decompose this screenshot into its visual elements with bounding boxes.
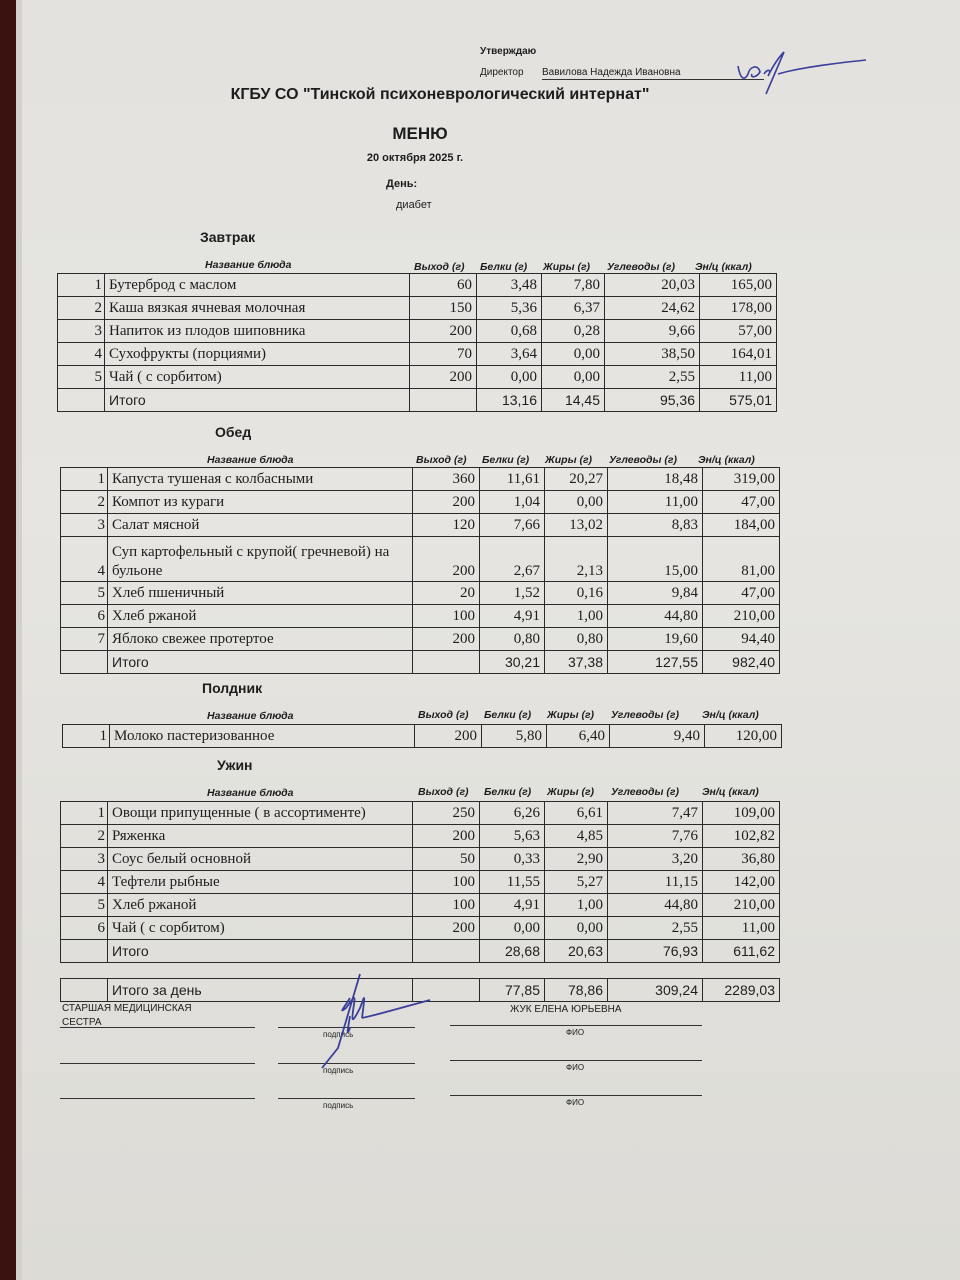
total-label: Итого: [108, 651, 413, 674]
organization-title: КГБУ СО "Тинской психоневрологический интернат": [230, 86, 650, 103]
dish-fat: 0,00: [545, 917, 608, 940]
dish-energy: 47,00: [703, 491, 780, 514]
col-header-carbs: Углеводы (г): [611, 709, 680, 721]
approve-label: Утверждаю: [480, 46, 537, 57]
total-row: [61, 940, 780, 963]
dish-output: 100: [413, 605, 480, 628]
snack-table: [62, 724, 782, 748]
dish-carbs: 44,80: [608, 894, 703, 917]
dish-carbs: 11,15: [608, 871, 703, 894]
fio-line: [450, 1060, 702, 1061]
col-header-name: Название блюда: [207, 710, 294, 722]
col-header-fat: Жиры (г): [543, 261, 591, 273]
col-header-carbs: Углеводы (г): [607, 261, 676, 273]
total-fat: 14,45: [542, 389, 605, 412]
dish-name: Молоко пастеризованное: [110, 725, 415, 748]
table-row: [63, 725, 782, 748]
dish-name: Салат мясной: [108, 514, 413, 537]
dish-name: Хлеб ржаной: [108, 894, 413, 917]
day-total-label: Итого за день: [108, 979, 413, 1002]
dish-name: Ряженка: [108, 825, 413, 848]
dish-output: 200: [413, 825, 480, 848]
table-row: [61, 468, 780, 491]
dish-protein: 6,26: [480, 802, 545, 825]
director-name: Вавилова Надежда Ивановна: [542, 67, 764, 80]
section-title-dinner: Ужин: [217, 757, 253, 773]
table-row: [58, 320, 777, 343]
total-row: [58, 389, 777, 412]
dish-carbs: 3,20: [608, 848, 703, 871]
dish-fat: 2,90: [545, 848, 608, 871]
dish-name: Суп картофельный с крупой( гречневой) на бульоне: [108, 537, 413, 582]
dish-name: Напиток из плодов шиповника: [105, 320, 410, 343]
day-total-fat: 78,86: [545, 979, 608, 1002]
dish-protein: 1,52: [480, 582, 545, 605]
dish-carbs: 8,83: [608, 514, 703, 537]
dish-fat: 0,00: [542, 343, 605, 366]
dish-name: Соус белый основной: [108, 848, 413, 871]
dish-energy: 210,00: [703, 894, 780, 917]
breakfast-table: [57, 273, 777, 412]
dish-carbs: 15,00: [608, 537, 703, 582]
table-row: [61, 871, 780, 894]
nurse-signature-icon: [310, 968, 440, 1078]
dish-fat: 0,80: [545, 628, 608, 651]
fio-line: [450, 1095, 702, 1096]
dish-protein: 5,36: [477, 297, 542, 320]
row-number: 1: [58, 274, 105, 297]
dish-protein: 0,68: [477, 320, 542, 343]
fio-caption: ФИО: [566, 1028, 585, 1037]
dish-protein: 0,80: [480, 628, 545, 651]
dish-energy: 319,00: [703, 468, 780, 491]
col-header-energy: Эн/ц (ккал): [695, 261, 752, 273]
dish-energy: 164,01: [700, 343, 777, 366]
col-header-fat: Жиры (г): [545, 454, 593, 466]
col-header-output: Выход (г): [414, 261, 465, 273]
row-number: 5: [61, 894, 108, 917]
row-number: 1: [63, 725, 110, 748]
dish-output: 20: [413, 582, 480, 605]
dish-output: 200: [410, 366, 477, 389]
dish-protein: 5,63: [480, 825, 545, 848]
position-line: [60, 1027, 255, 1028]
dish-protein: 4,91: [480, 605, 545, 628]
dish-carbs: 20,03: [605, 274, 700, 297]
lunch-table: [60, 467, 780, 674]
dish-fat: 13,02: [545, 514, 608, 537]
signature-caption: подпись: [323, 1066, 354, 1075]
dish-energy: 102,82: [703, 825, 780, 848]
dish-output: 200: [413, 537, 480, 582]
row-number: 3: [61, 514, 108, 537]
row-number: 1: [61, 468, 108, 491]
total-fat: 37,38: [545, 651, 608, 674]
total-carbs: 127,55: [608, 651, 703, 674]
dish-energy: 109,00: [703, 802, 780, 825]
dish-protein: 0,00: [477, 366, 542, 389]
table-row: [58, 297, 777, 320]
menu-title: МЕНЮ: [392, 124, 448, 143]
dish-protein: 3,64: [477, 343, 542, 366]
row-number: 3: [58, 320, 105, 343]
col-header-name: Название блюда: [207, 454, 294, 466]
col-header-output: Выход (г): [416, 454, 467, 466]
dish-carbs: 2,55: [605, 366, 700, 389]
dish-output: 100: [413, 871, 480, 894]
dish-protein: 5,80: [482, 725, 547, 748]
dish-output: 150: [410, 297, 477, 320]
table-row: [61, 605, 780, 628]
dish-name: Каша вязкая ячневая молочная: [105, 297, 410, 320]
row-number: 1: [61, 802, 108, 825]
col-header-protein: Белки (г): [484, 709, 532, 721]
dish-output: 120: [413, 514, 480, 537]
dish-protein: 0,33: [480, 848, 545, 871]
fio-line: [450, 1025, 702, 1026]
table-row: [58, 274, 777, 297]
dish-carbs: 9,66: [605, 320, 700, 343]
director-label: Директор: [480, 67, 524, 78]
dish-output: 50: [413, 848, 480, 871]
fio-caption: ФИО: [566, 1098, 585, 1107]
dish-carbs: 9,40: [610, 725, 705, 748]
position-line: [60, 1063, 255, 1064]
dish-energy: 47,00: [703, 582, 780, 605]
col-header-carbs: Углеводы (г): [609, 454, 678, 466]
dish-protein: 2,67: [480, 537, 545, 582]
dish-energy: 94,40: [703, 628, 780, 651]
row-number: 6: [61, 605, 108, 628]
dish-name: Чай ( с сорбитом): [105, 366, 410, 389]
dish-output: 200: [413, 628, 480, 651]
signer-name: ЖУК ЕЛЕНА ЮРЬЕВНА: [510, 1004, 622, 1015]
dish-fat: 2,13: [545, 537, 608, 582]
col-header-protein: Белки (г): [484, 786, 532, 798]
dish-output: 200: [413, 491, 480, 514]
dish-output: 200: [410, 320, 477, 343]
dish-output: 60: [410, 274, 477, 297]
total-fat: 20,63: [545, 940, 608, 963]
menu-date: 20 октября 2025 г.: [366, 152, 464, 164]
dish-protein: 11,61: [480, 468, 545, 491]
dish-name: Тефтели рыбные: [108, 871, 413, 894]
dish-carbs: 24,62: [605, 297, 700, 320]
dish-fat: 6,40: [547, 725, 610, 748]
day-total-energy: 2289,03: [703, 979, 780, 1002]
position-label: СТАРШАЯ МЕДИЦИНСКАЯ СЕСТРА: [62, 1003, 192, 1028]
section-title-lunch: Обед: [215, 424, 252, 440]
total-protein: 13,16: [477, 389, 542, 412]
dish-name: Чай ( с сорбитом): [108, 917, 413, 940]
dish-output: 100: [413, 894, 480, 917]
dish-output: 360: [413, 468, 480, 491]
col-header-fat: Жиры (г): [547, 709, 595, 721]
dish-fat: 1,00: [545, 894, 608, 917]
table-row: [61, 514, 780, 537]
col-header-energy: Эн/ц (ккал): [702, 786, 759, 798]
table-row: [61, 802, 780, 825]
total-label: Итого: [108, 940, 413, 963]
dish-name: Хлеб пшеничный: [108, 582, 413, 605]
dish-fat: 0,00: [542, 366, 605, 389]
row-number: 4: [61, 537, 108, 582]
row-number: 4: [61, 871, 108, 894]
dish-name: Овощи припущенные ( в ассортименте): [108, 802, 413, 825]
row-number: 2: [61, 825, 108, 848]
dish-energy: 81,00: [703, 537, 780, 582]
total-energy: 982,40: [703, 651, 780, 674]
dish-fat: 0,00: [545, 491, 608, 514]
table-row: [61, 628, 780, 651]
table-row: [61, 917, 780, 940]
dish-protein: 0,00: [480, 917, 545, 940]
dish-protein: 1,04: [480, 491, 545, 514]
total-energy: 611,62: [703, 940, 780, 963]
dish-energy: 165,00: [700, 274, 777, 297]
total-energy: 575,01: [700, 389, 777, 412]
table-row: [61, 491, 780, 514]
table-row: [61, 582, 780, 605]
col-header-energy: Эн/ц (ккал): [702, 709, 759, 721]
signature-caption: подпись: [323, 1101, 354, 1110]
dish-energy: 210,00: [703, 605, 780, 628]
dish-carbs: 7,76: [608, 825, 703, 848]
dish-fat: 1,00: [545, 605, 608, 628]
dish-name: Хлеб ржаной: [108, 605, 413, 628]
dish-protein: 3,48: [477, 274, 542, 297]
col-header-protein: Белки (г): [480, 261, 528, 273]
row-number: 7: [61, 628, 108, 651]
day-value: диабет: [396, 199, 432, 211]
total-protein: 28,68: [480, 940, 545, 963]
dish-protein: 7,66: [480, 514, 545, 537]
section-title-breakfast: Завтрак: [200, 229, 256, 245]
row-number: 4: [58, 343, 105, 366]
row-number: 3: [61, 848, 108, 871]
dish-fat: 6,61: [545, 802, 608, 825]
dish-energy: 11,00: [700, 366, 777, 389]
row-number: 2: [58, 297, 105, 320]
signature-line: [278, 1098, 415, 1099]
dish-carbs: 18,48: [608, 468, 703, 491]
dish-fat: 6,37: [542, 297, 605, 320]
dish-energy: 142,00: [703, 871, 780, 894]
dish-output: 200: [413, 917, 480, 940]
table-row: [58, 366, 777, 389]
row-number: 2: [61, 491, 108, 514]
dish-name: Яблоко свежее протертое: [108, 628, 413, 651]
dish-energy: 178,00: [700, 297, 777, 320]
table-row: [61, 894, 780, 917]
table-row: [61, 848, 780, 871]
dish-fat: 0,28: [542, 320, 605, 343]
dish-energy: 11,00: [703, 917, 780, 940]
dish-energy: 184,00: [703, 514, 780, 537]
col-header-output: Выход (г): [418, 709, 469, 721]
fio-caption: ФИО: [566, 1063, 585, 1072]
dish-name: Сухофрукты (порциями): [105, 343, 410, 366]
col-header-output: Выход (г): [418, 786, 469, 798]
dish-energy: 57,00: [700, 320, 777, 343]
row-number: 5: [61, 582, 108, 605]
col-header-fat: Жиры (г): [547, 786, 595, 798]
total-carbs: 95,36: [605, 389, 700, 412]
col-header-name: Название блюда: [207, 787, 294, 799]
dish-fat: 20,27: [545, 468, 608, 491]
dish-carbs: 38,50: [605, 343, 700, 366]
dish-carbs: 44,80: [608, 605, 703, 628]
dinner-table: [60, 801, 780, 963]
dish-name: Капуста тушеная с колбасными: [108, 468, 413, 491]
day-total-protein: 77,85: [480, 979, 545, 1002]
dish-output: 250: [413, 802, 480, 825]
dish-carbs: 11,00: [608, 491, 703, 514]
day-label: День:: [386, 178, 418, 190]
dish-fat: 4,85: [545, 825, 608, 848]
section-title-snack: Полдник: [202, 680, 263, 696]
dish-carbs: 7,47: [608, 802, 703, 825]
dish-energy: 36,80: [703, 848, 780, 871]
dish-carbs: 19,60: [608, 628, 703, 651]
dish-name: Бутерброд с маслом: [105, 274, 410, 297]
total-label: Итого: [105, 389, 410, 412]
dish-carbs: 2,55: [608, 917, 703, 940]
signature-caption: подпись: [323, 1030, 354, 1039]
col-header-protein: Белки (г): [482, 454, 530, 466]
position-line: [60, 1098, 255, 1099]
row-number: 6: [61, 917, 108, 940]
page-edge: [16, 0, 22, 1280]
dish-fat: 0,16: [545, 582, 608, 605]
dish-fat: 5,27: [545, 871, 608, 894]
table-row: [61, 825, 780, 848]
dish-output: 200: [415, 725, 482, 748]
total-carbs: 76,93: [608, 940, 703, 963]
col-header-carbs: Углеводы (г): [611, 786, 680, 798]
total-row: [61, 651, 780, 674]
table-row: [61, 537, 780, 582]
dish-protein: 11,55: [480, 871, 545, 894]
dish-output: 70: [410, 343, 477, 366]
dish-carbs: 9,84: [608, 582, 703, 605]
table-row: [58, 343, 777, 366]
col-header-energy: Эн/ц (ккал): [698, 454, 755, 466]
row-number: 5: [58, 366, 105, 389]
dish-fat: 7,80: [542, 274, 605, 297]
dish-name: Компот из кураги: [108, 491, 413, 514]
day-total-carbs: 309,24: [608, 979, 703, 1002]
dish-protein: 4,91: [480, 894, 545, 917]
col-header-name: Название блюда: [205, 259, 292, 271]
total-protein: 30,21: [480, 651, 545, 674]
dish-energy: 120,00: [705, 725, 782, 748]
